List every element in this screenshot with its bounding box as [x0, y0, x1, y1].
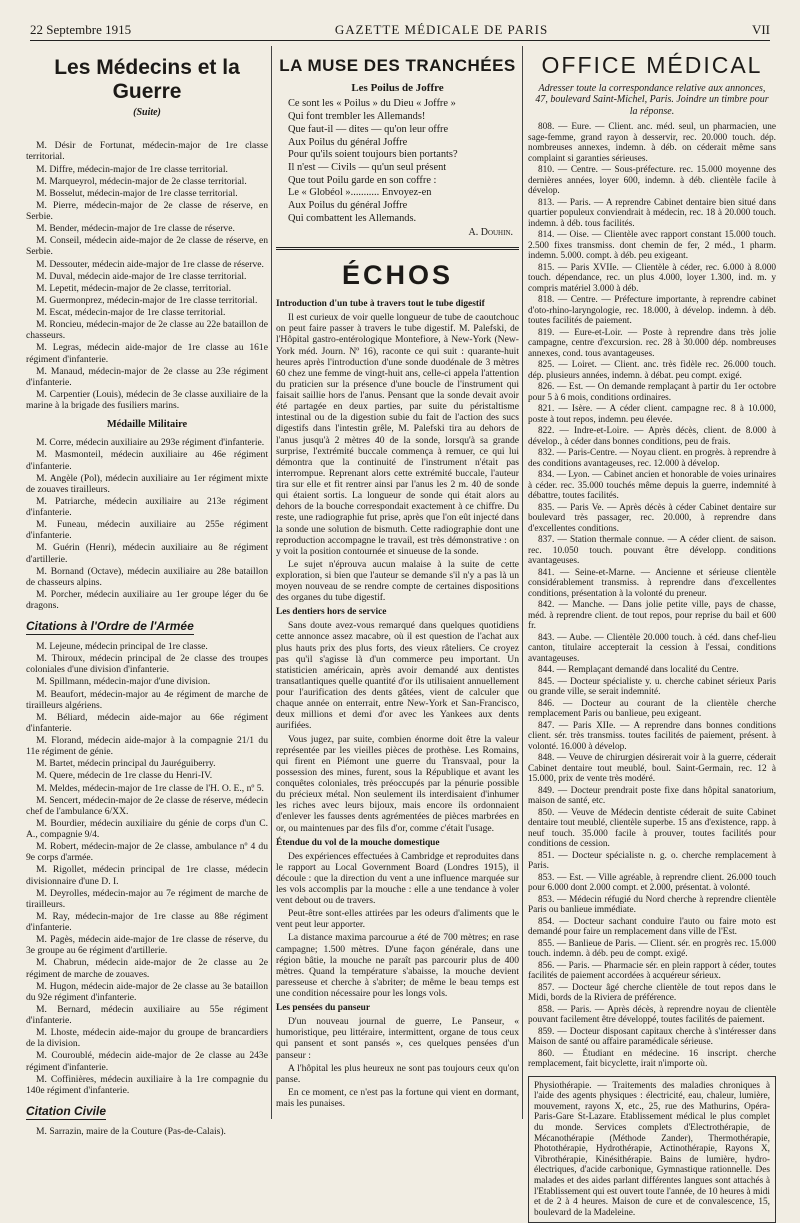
echos-sections: [276, 299, 519, 1109]
list-item: M. Carpentier (Louis), médecin de 3e classe auxiliaire de la marine à la brigade des fusiliers marins.: [26, 388, 268, 412]
list-item: M. Masmonteil, médecin auxiliaire au 46e régiment d'infanterie.: [26, 449, 268, 472]
medecins-list: [26, 140, 268, 411]
echo-paragraph: Le sujet n'éprouva aucun malaise à la suite de cette exploration, si bien que l'auteur se demande s'il n'y a pas là un moyen nouveau de se rendre compte de certaines dispositions des organes du tube digestif.: [276, 558, 519, 604]
column-rule-2: [522, 46, 523, 1119]
classified-ad: 853. — Médecin réfugié du Nord cherche à reprendre clientèle Paris ou banlieue immédiate.: [528, 894, 776, 916]
echo-title: Introduction d'un tube à travers tout le tube digestif: [276, 299, 485, 310]
echo-paragraph: La distance maxima parcourue a été de 700 mètres; en rase campagne; 1.500 mètres. D'une façon générale, dans une région bâtie, la mouche ne paraît pas parcourir plus de 400 mètres. Quand la température s'abaisse, la mouche devient paresseuse et cherche à s'abriter; de même le beau temps est une condition nécessaire pour les longs vols.: [276, 932, 519, 1000]
poem-line: Aux Poilus du général Joffre: [288, 136, 408, 148]
header-page-number: VII: [751, 22, 770, 37]
classified-ad: 810. — Centre. — Sous-préfecture. rec. 15.000 moyenne des dernières années, loyer 600, indemn. à déb. clientèle facile à dévelop.: [528, 165, 776, 197]
header-journal: GAZETTE MÉDICALE DE PARIS: [334, 22, 549, 37]
list-item: M. Coffinières, médecin auxiliaire à la 1re compagnie du 140e régiment d'infanterie.: [26, 1073, 268, 1096]
list-item: M. Legras, médecin aide-major de 1re classe au 161e régiment d'infanterie.: [26, 342, 268, 365]
poem-line: Qui combattent les Allemands.: [288, 212, 417, 224]
list-item: M. Guermonprez, médecin-major de 1re classe territorial.: [36, 294, 258, 306]
classified-ad: 845. — Docteur spécialiste y. u. cherche cabinet sérieux Paris ou grande ville, se serait indemnité.: [528, 676, 776, 698]
classified-ad: 851. — Docteur spécialiste n. g. o. cherche remplacement à Paris.: [528, 850, 776, 872]
office-intro: Adresser toute la correspondance relative aux annonces, 47, boulevard Saint-Michel, Paris. Joindre un timbre pour la réponse.: [535, 82, 769, 118]
classified-ad: 857. — Docteur âgé cherche clientèle de tout repos dans le Midi, bords de la Riviera de préférence.: [528, 982, 776, 1004]
list-item: M. Bosselut, médecin-major de 1re classe territorial.: [36, 187, 238, 199]
list-item: M. Diffre, médecin-major de 1re classe territorial.: [36, 163, 228, 175]
echo-paragraph: D'un nouveau journal de guerre, Le Panseur, « humoristique, peu littéraire, intermittent, organe de tous ceux qui pansent et sont pansés », ces quelques pensées d'un panseur :: [276, 1016, 519, 1061]
list-item: M. Béliard, médecin aide-major au 66e régiment d'infanterie.: [26, 711, 268, 734]
classified-ad: 846. — Docteur au courant de la clientèle cherche remplacement Paris ou banlieue, peu exigeant.: [528, 698, 776, 720]
list-item: M. Marqueyrol, médecin-major de 2e classe territorial.: [36, 175, 247, 187]
echo-title: Les dentiers hors de service: [276, 607, 387, 618]
list-item: M. Lhoste, médecin aide-major du groupe de brancardiers de la division.: [26, 1027, 268, 1050]
echo-paragraph: Sans doute avez-vous remarqué dans quelques quotidiens cette annonce assez macabre, où il est question de l'achat aux plus hauts prix des plus forts, des vieux râteliers. Ce croyez pas qu'il s'agisse là d'un commerce peu important. Un statisticien américain, après avoir demandé aux dentistes transatlantiques quelle quantité d'or ils utilisaient annuellement pour l'aurification des dents gâtées, vient de calculer que chaque année on enterrait, entre New-York et San-Francisco, deux millions et demi d'or avec les Yankees aux dents aurifiées.: [276, 620, 519, 732]
list-item: M. Escat, médecin-major de 1re classe territorial.: [36, 307, 226, 319]
classified-ad: 818. — Centre. — Préfecture importante, à reprendre cabinet d'oto-rhino-laryngologie, rec. 18.000, à dévelop. indemn. à déb. toutes facilités de paiement.: [528, 295, 776, 327]
column-rule-1: [271, 46, 272, 1119]
classified-ad: 847. — Paris XIIe. — A reprendre dans bonnes conditions client. sér. très transmiss. toutes facilités de paiement, présent. à volonté. 16.000 à dévelop.: [528, 720, 776, 752]
list-item: M. Angèle (Pol), médecin auxiliaire au 1er régiment mixte de zouaves tirailleurs.: [26, 472, 268, 495]
list-item: M. Pierre, médecin-major de 2e classe de réserve, en Serbie.: [26, 199, 268, 223]
medaille-title: Médaille Militaire: [106, 419, 188, 431]
medecins-subtitle: (Suite): [133, 106, 161, 118]
classified-ad: 848. — Veuve de chirurgien désirerait voir à la guerre, céderait Cabinet dentaire tout meublé, boul. Saint-Germain, rec. 12 à 15.000, prix de vente très modéré.: [528, 753, 776, 785]
classified-ad: 856. — Paris. — Pharmacie sér. en plein rapport à céder, toutes facilités de paiement accordées à acquéreur sérieux.: [528, 960, 776, 982]
list-item: M. Rigollet, médecin principal de 1re classe, médecin divisionnaire d'une D. I.: [26, 864, 268, 887]
list-item: M. Florand, médecin aide-major à la compagnie 21/1 du 11e régiment de génie.: [26, 735, 268, 758]
poem-title: Les Poilus de Joffre: [351, 81, 444, 94]
classified-ad: 813. — Paris. — A reprendre Cabinet dentaire bien situé dans quartier populeux conviendrait à médecin, rec. 18 à 20.000 touch. indemn. à déb. tous facilités.: [528, 197, 776, 229]
poem-line: Il n'est — Civils — qu'un seul présent: [288, 161, 447, 173]
medaille-list: [26, 437, 268, 611]
classified-ad: 821. — Isère. — A céder client. campagne rec. 8 à 10.000, poste à tout repos, indemn. peu élevée.: [528, 404, 776, 425]
poem-line: Que faut-il — dites — qu'on leur offre: [288, 123, 449, 135]
poem-body: [276, 98, 519, 225]
poem-line: Ce sont les « Poilus » du Dieu « Joffre »: [288, 98, 456, 110]
classified-ad: 814. — Oise. — Clientèle avec rapport constant 15.000 touch. 2.500 fixes transmiss. dont chemin de fer, 2 méd., 1 pharm. indemn. 5.000. compt. à déb. peu exigeant.: [528, 230, 776, 262]
echo-paragraph: En ce moment, ce n'est pas la fortune qui vient en dormant, mais les punaises.: [276, 1086, 519, 1109]
list-item: M. Funeau, médecin auxiliaire au 255e régiment d'infanterie.: [26, 519, 268, 542]
classified-ad: 859. — Docteur disposant capitaux cherche à s'intéresser dans Maison de santé ou affaire paramédicale sérieuse.: [528, 1026, 776, 1048]
echo-paragraph: Peut-être sont-elles attirées par les odeurs d'aliments que le vent peut leur apporter.: [276, 908, 519, 931]
list-item: M. Guérin (Henri), médecin auxiliaire au 8e régiment d'artillerie.: [26, 542, 268, 565]
classified-ad: 822. — Indre-et-Loire. — Après décès, client. de 8.000 à dévelop., à céder dans bonnes conditions, peu de frais.: [528, 426, 776, 447]
list-item: M. Bernard, médecin auxiliaire au 55e régiment d'infanterie.: [26, 1003, 268, 1027]
list-item: M. Corre, médecin auxiliaire au 293e régiment d'infanterie.: [36, 437, 265, 449]
list-item: M. Beaufort, médecin-major au 4e régiment de marche de tirailleurs algériens.: [26, 688, 268, 711]
classified-ad: 826. — Est. — On demande remplaçant à partir du 1er octobre pour 5 à 6 mois, conditions ordinaires.: [528, 382, 776, 403]
list-item: M. Deyrolles, médecin-major au 7e régiment de marche de tirailleurs.: [26, 887, 268, 910]
list-item: M. Spillmann, médecin-major d'une division.: [36, 676, 211, 688]
list-item: M. Manaud, médecin-major de 2e classe au 23e régiment d'infanterie.: [26, 365, 268, 388]
list-item: M. Sarrazin, maire de la Couture (Pas-de-Calais).: [36, 1125, 226, 1137]
classified-ad: 841. — Seine-et-Marne. — Ancienne et sérieuse clientèle considérablement transmiss. à reprendre dans d'excellentes conditions, présentation à la volonté du preneur.: [528, 567, 776, 599]
list-item: M. Meldes, médecin-major de 1re classe de l'H. O. E., nº 5.: [36, 782, 264, 794]
classified-ad: 843. — Aube. — Clientèle 20.000 touch. à céd. dans chef-lieu canton, titulaire accepterait la cession à l'essai, conditions avantageuses.: [528, 632, 776, 664]
classified-ad: 834. — Lyon. — Cabinet ancien et honorable de voies urinaires à céder. rec. 35.000 touchés même depuis la guerre, indemnité à débattre, toutes facilités.: [528, 470, 776, 502]
list-item: M. Duval, médecin aide-major de 1re classe territorial.: [36, 270, 247, 282]
classified-ad: 844. — Remplaçant demandé dans localité du Centre.: [538, 665, 739, 676]
list-item: M. Robert, médecin-major de 2e classe, ambulance nº 4 du 9e corps d'armée.: [26, 841, 268, 864]
poem-line: Le « Globéol »........... Envoyez-en: [288, 187, 432, 199]
poem-line: Pour qu'ils soient toujours bien portants?: [288, 149, 458, 161]
citation-armee-title: Citations à l'Ordre de l'Armée: [26, 619, 194, 634]
classified-ad: 837. — Station thermale connue. — A céder client. de saison. rec. 10.050 touch. pouvant être développ. conditions avantageuses.: [528, 535, 776, 567]
poem-line: Qui font trembler les Allemands!: [288, 111, 426, 123]
list-item: M. Thiroux, médecin principal de 2e classe des troupes coloniales d'une division d'infanterie.: [26, 653, 268, 676]
list-item: M. Dessouter, médecin aide-major de 1re classe de réserve.: [36, 258, 264, 270]
citation-civile-list: [26, 1126, 268, 1137]
column-office-medical: [528, 46, 776, 1218]
classified-ad: 850. — Veuve de Médecin dentiste céderait de suite Cabinet dentaire tout meublé, clientèle superbe. 15 ans d'existence, rapp. à neuf touch. 35.000 facile à prouver, toutes facilités pour conditions de cession.: [528, 807, 776, 850]
citation-civile-title: Citation Civile: [26, 1103, 107, 1118]
list-item: M. Hugon, médecin aide-major de 2e classe au 3e bataillon du 92e régiment d'infanterie.: [26, 980, 268, 1003]
list-item: M. Conseil, médecin aide-major de 2e classe de réserve, en Serbie.: [26, 235, 268, 258]
classified-ad: 835. — Paris Ve. — Après décès à céder Cabinet dentaire sur boulevard très passager, rec. 20.000, à reprendre dans d'excellentes conditions.: [528, 502, 776, 534]
medecins-title: Les Médecins et la Guerre: [54, 56, 240, 104]
list-item: M. Lepetit, médecin-major de 2e classe, territorial.: [36, 282, 231, 294]
list-item: M. Bourdier, médecin auxiliaire du génie de corps d'un C. A., compagnie 9/4.: [26, 817, 268, 841]
classified-ad: 825. — Loiret. — Client. anc. très fidèle rec. 26.000 touch. dép. plusieurs années, indemn. à débat. peu compt. exigé.: [528, 360, 776, 381]
echo-paragraph: Vous jugez, par suite, combien énorme doit être la valeur représentée par les vieilles pièces de prothèse. Les Romains, qui firent en Piémont une guerre du Transvaal, pour la possession des mines, furent, sous la République et avant les conquêtes coloniales, très préoccupés par la pénurie possible du précieux métal. Non seulement ils interdisaient d'inhumer les riches avec leurs bijoux, mais encore ils ordonnaient d'enlever les fausses dents agrémentées de pièces marbrées en or, ou maintenues par des fils d'or, comme c'était l'usage.: [276, 733, 519, 834]
muse-title: LA MUSE DES TRANCHÉES: [279, 56, 516, 75]
classified-ad: 860. — Étudiant en médecine. 16 inscript. cherche remplacement, fait bicyclette, irait n'importe où.: [528, 1048, 776, 1070]
classified-ad: 854. — Docteur sachant conduire l'auto ou faire moto est demandé pour faire un remplacement dans ville de l'Est.: [528, 916, 776, 938]
list-item: M. Sencert, médecin-major de 2e classe de réserve, médecin chef de l'ambulance 6/XX.: [26, 794, 269, 817]
physiotherapie-advert: Physiothérapie. — Traitements des maladies chroniques à l'aide des agents physiques : électricité, eau, chaleur, lumière, mouvement, rayons X, etc., 25, rue des Mathurins, Opéra-Paris-Gare St-Lazare. Etablissement médical le plus complet du monde. Services complets d'Electrothérapie, de Mécanothérapie (Méthode Zander), Thermothérapie, Photothérapie, Hydrothérapie, Actinothérapie, Rayons X, Vibrothérapie, Kinésithérapie. Bains de lumière, hydro-électriques, d'acide carbonique, Gymnastique rationnelle. Des malades et des aides parlant différentes langues sont attachés à l'Etablissement qui est ouvert toute l'année, de 10 heures à midi et de 2 à 4 heures. Maison de cure et de convalescence, 15, boulevard de la Madeleine.: [528, 1076, 776, 1223]
poem-line: Que tout Poilu garde en son coffre :: [288, 174, 437, 186]
classified-ad: 858. — Paris. — Après décès, à reprendre noyau de clientèle pouvant facilement être développé, toutes facilités de paiement.: [528, 1004, 776, 1026]
list-item: M. Couroublé, médecin aide-major de 2e classe au 243e régiment d'infanterie.: [26, 1050, 268, 1073]
list-item: M. Bender, médecin-major de 1re classe de réserve.: [36, 223, 235, 235]
echo-title: Étendue du vol de la mouche domestique: [276, 837, 440, 848]
list-item: M. Bornand (Octave), médecin auxiliaire au 28e bataillon de chasseurs alpins.: [26, 565, 268, 588]
classified-ad: 819. — Eure-et-Loir. — Poste à reprendre dans très jolie campagne, centre d'excursion. rec. 28 à 30.000 dép. nombreuses annexes, cond. tous avantageuses.: [528, 327, 776, 359]
echos-title: ÉCHOS: [341, 259, 454, 290]
list-item: M. Chabrun, médecin aide-major de 2e classe au 2e régiment de marche de zouaves.: [26, 957, 268, 980]
list-item: M. Ray, médecin-major de 1re classe au 88e régiment d'infanterie.: [26, 910, 268, 934]
list-item: M. Lejeune, médecin principal de 1re classe.: [36, 641, 208, 653]
citation-armee-list: [26, 641, 268, 1096]
column-muse-echos: [276, 46, 519, 1119]
list-item: M. Bartet, médecin principal du Jauréguiberry.: [36, 758, 216, 770]
section-divider: [276, 247, 519, 250]
poem-line: Aux Poilus du général Joffre: [288, 199, 408, 211]
classified-ad: 815. — Paris XVIIe. — Clientèle à céder, rec. 6.000 à 8.000 touch. dépendance, rec. un plus 4.000, loyer 1.300, ind. m. y compris matériel 3.000 à déb.: [528, 262, 776, 294]
list-item: M. Quere, médecin de 1re classe du Henri-IV.: [36, 770, 213, 782]
echo-title: Les pensées du panseur: [276, 1003, 371, 1014]
running-header: [30, 18, 770, 41]
list-item: M. Roncieu, médecin-major de 2e classe au 22e bataillon de chasseurs.: [26, 319, 268, 342]
classified-ad: 832. — Paris-Centre. — Noyau client. en progrès. à reprendre à des conditions avantageuses, rec. 12.000 à dévelop.: [528, 448, 776, 469]
header-date: 22 Septembre 1915: [30, 22, 132, 37]
echo-paragraph: Des expériences effectuées à Cambridge et reproduites dans le rapport au Local Government Board (Londres 1915), il découle : que la direction du vent a une influence marquée sur les vols accomplis par la mouche : elle a une tendance à voler vent debout ou de travers.: [276, 850, 519, 907]
echo-paragraph: Il est curieux de voir quelle longueur de tube de caoutchouc on peut faire passer à travers le tube digestif. M. Palefski, de l'Hôpital gastro-entérologique Montefiore, à New-York (New-York méd. Journ. Nº 16), raconte ce qui suit : quarante-huit heures après l'introduction d'une sonde duodénale de 3 mètres 60 chez une femme de vingt-huit ans, celle-ci appela l'attention du praticien sur la présence d'une boucle de l'instrument qui faisait saillie hors de l'anus. Pensant que la sonde devait avoir été partagée en deux parties, par suite du péristaltisme intestinal ou de la digestion subie du fait de l'action des sucs digestifs dans l'intestin grêle, M. Palefski tira au dehors de l'anus jusqu'à 2 mètres 40 de la sonde, lorsqu'à sa grande surprise, l'extrémité buccale commença à remuer, ce qui lui démontra que la continuité de l'instrument n'était pas interrompue. Reprenant alors cette extrémité buccale, l'auteur tira sur elle et fit rentrer ainsi par l'anus les 2 m. 40 de sonde qui étaient sortis. La longueur de sonde qui était alors au dehors de la bouche correspondait exactement à ce chiffre. Du reste, une radiographie fut prise, après que l'on eût injecté dans la sonde une solution de bismuth. Cette radiographie dont une reproduction accompagne le travail, est très démonstrative : on y voit la position contournée et sinueuse de la sonde.: [276, 312, 519, 557]
echo-paragraph: A l'hôpital les plus heureux ne sont pas toujours ceux qu'on panse.: [276, 1062, 519, 1085]
list-item: M. Porcher, médecin auxiliaire au 1er groupe léger du 6e dragons.: [26, 588, 268, 611]
list-item: M. Désir de Fortunat, médecin-major de 1re classe territorial.: [26, 140, 268, 163]
classified-ad: 855. — Banlieue de Paris. — Client. sér. en progrès rec. 15.000 touch. indemn. à déb. peu de compt. exigé.: [528, 938, 776, 960]
classified-ad: 853. — Est. — Ville agréable, à reprendre client. 26.000 touch pour 6.000 dont 2.000 compt. et 2.000, présentat. à volonté.: [528, 872, 776, 894]
classified-ad: 849. — Docteur prendrait poste fixe dans hôpital sanatorium, maison de santé, etc.: [528, 785, 776, 807]
classified-ad: 842. — Manche. — Dans jolie petite ville, pays de chasse, méd. à reprendre client. de tout repos, pour reprise du bail et 600 fr.: [528, 600, 776, 632]
list-item: M. Pagès, médecin aide-major de 1re classe de réserve, du 3e groupe au 6e régiment d'artillerie.: [26, 934, 268, 957]
poem-author: A. Douhin.: [468, 227, 513, 239]
office-ads-list: [528, 122, 776, 1070]
office-title: OFFICE MÉDICAL: [541, 52, 763, 78]
list-item: M. Patriarche, médecin auxiliaire au 213e régiment d'infanterie.: [26, 495, 268, 518]
classified-ad: 808. — Eure. — Client. anc. méd. seul, un pharmacien, une sage-femme, grand rayon à desservir, rec. 20.000 touch. dép. nombreuses annexes, indemn. à déb. on céderait même sans complaint si garanties sérieuses.: [528, 122, 776, 164]
column-medecins: [26, 46, 269, 1137]
